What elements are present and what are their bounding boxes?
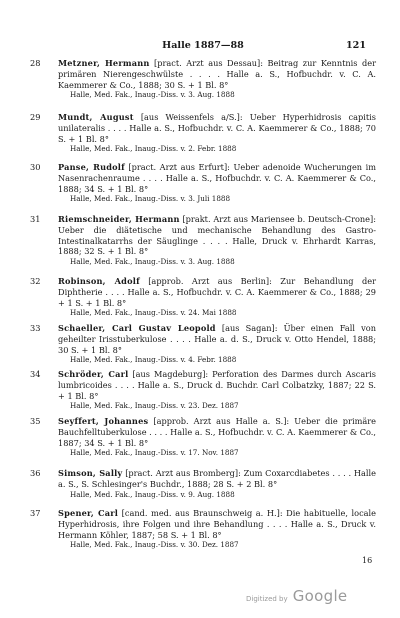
entry-number: 34 [30,369,41,379]
entry-text [58,508,376,550]
entry-text [58,416,376,458]
running-header [40,40,366,54]
dissertation-note: Halle, Med. Fak., Inaug.-Diss. v. 3. Juli 1888 [70,194,231,204]
digitized-by-text: Digitized by [246,595,288,603]
author-name: Spener, Carl [58,508,119,518]
author-name: Panse, Rudolf [58,162,125,172]
entry-text [58,369,376,411]
google-logo: Google [292,587,348,605]
entry-text [58,276,376,318]
author-name: Schröder, Carl [58,369,129,379]
entry-citation: [pract. Arzt aus Bromberg]: Zum Coxarcdiabetes . . . . Halle a. S., S. Schlesinger's Buchdr., 1888; 28 S. + 2 Bl. 8° [58,468,376,489]
entry-number: 29 [30,112,41,122]
signature-mark: 16 [362,556,373,565]
entry-citation: [aus Magdeburg]: Perforation des Darmes durch Ascaris lumbricoides . . . . Halle a. S., Druck d. Buchdr. Carl Colbatzky, 1887; 22 S. + 1 Bl. 8° [58,369,376,401]
entry-number: 36 [30,468,41,478]
header-title: Halle 1887—88 [162,40,244,51]
dissertation-note: Halle, Med. Fak., Inaug.-Diss. v. 9. Aug. 1888 [70,489,235,499]
entry-citation: [pract. Arzt aus Erfurt]: Ueber adenoide Wucherungen im Nasenrachenraume . . . . Halle a. S., Hofbuchdr. v. C. A. Kaemmerer & Co., 1888; 34 S. + 1 Bl. 8° [58,162,376,194]
digitized-by-watermark [246,586,347,605]
entry-text [58,162,376,204]
entry-number: 31 [30,214,41,224]
dissertation-note: Halle, Med. Fak., Inaug.-Diss. v. 30. Dez. 1887 [70,540,239,550]
dissertation-note: Halle, Med. Fak., Inaug.-Diss. v. 2. Febr. 1888 [70,144,237,154]
entry-number: 35 [30,416,41,426]
author-name: Metzner, Hermann [58,58,150,68]
entry-citation: [approb. Arzt aus Halle a. S.]: Ueber die primäre Bauchfelltuberkulose . . . . Halle a. S., Hofbuchdr. v. C. A. Kaemmerer & Co., 1887; 34 S. + 1 Bl. 8° [58,416,376,448]
entry-number: 32 [30,276,41,286]
author-name: Mundt, August [58,112,134,122]
entry-citation: [cand. med. aus Braunschweig a. H.]: Die habituelle, locale Hyperhidrosis, ihre Folgen und ihre Behandlung . . . . Halle a. S., Druck v. Hermann Köhler, 1887; 58 S. + 1 Bl. 8° [58,508,376,540]
dissertation-note: Halle, Med. Fak., Inaug.-Diss. v. 24. Mai 1888 [70,308,237,318]
entry-number: 28 [30,58,41,68]
entry-citation: [prakt. Arzt aus Mariensee b. Deutsch-Crone]: Ueber die diätetische und mechanische Behandlung des Gastro-Intestinalkatarrhs der Säuglinge . . . . Halle, Druck v. Ehrhardt Karras, 1888; 32 S. + 1 Bl. 8° [58,214,376,257]
entry-citation: [pract. Arzt aus Dessau]: Beitrag zur Kenntnis der primären Nierengeschwülste . . . . Halle a. S., Hofbuchdr. v. C. A. Kaemmerer & Co., 1888; 30 S. + 1 Bl. 8° [58,58,376,90]
author-name: Schaeller, Carl Gustav Leopold [58,323,216,333]
entry-text [58,323,376,365]
entry-text [58,112,376,154]
entry-citation: [approb. Arzt aus Berlin]: Zur Behandlung der Diphtherie . . . . Halle a. S., Hofbuchdr. v. C. A. Kaemmerer & Co., 1888; 29 + 1 S. + 1 Bl. 8° [58,276,376,308]
entry-number: 30 [30,162,41,172]
author-name: Riemschneider, Hermann [58,214,180,224]
author-name: Simson, Sally [58,468,123,478]
page-number: 121 [345,40,366,51]
dissertation-note: Halle, Med. Fak., Inaug.-Diss. v. 3. Aug. 1888 [70,90,235,100]
author-name: Seyffert, Johannes [58,416,149,426]
entry-text [58,468,376,500]
entry-text [58,58,376,100]
entry-text [58,214,376,267]
entry-number: 33 [30,323,41,333]
author-name: Robinson, Adolf [58,276,140,286]
entry-citation: [aus Weissenfels a/S.]: Ueber Hyperhidrosis capitis unilateralis . . . . Halle a. S., Hofbuchdr. v. C. A. Kaemmerer & Co., 1888; 70 S. + 1 Bl. 8° [58,112,376,144]
entry-number: 37 [30,508,41,518]
entry-citation: [aus Sagan]: Über einen Fall von geheilter Irisstuberkulose . . . . Halle a. d. S., Druck v. Otto Hendel, 1888; 30 S. + 1 Bl. 8° [58,323,376,355]
dissertation-note: Halle, Med. Fak., Inaug.-Diss. v. 4. Febr. 1888 [70,355,237,365]
dissertation-note: Halle, Med. Fak., Inaug.-Diss. v. 3. Aug. 1888 [70,257,235,267]
dissertation-note: Halle, Med. Fak., Inaug.-Diss. v. 23. Dez. 1887 [70,401,239,411]
dissertation-note: Halle, Med. Fak., Inaug.-Diss. v. 17. Nov. 1887 [70,448,239,458]
